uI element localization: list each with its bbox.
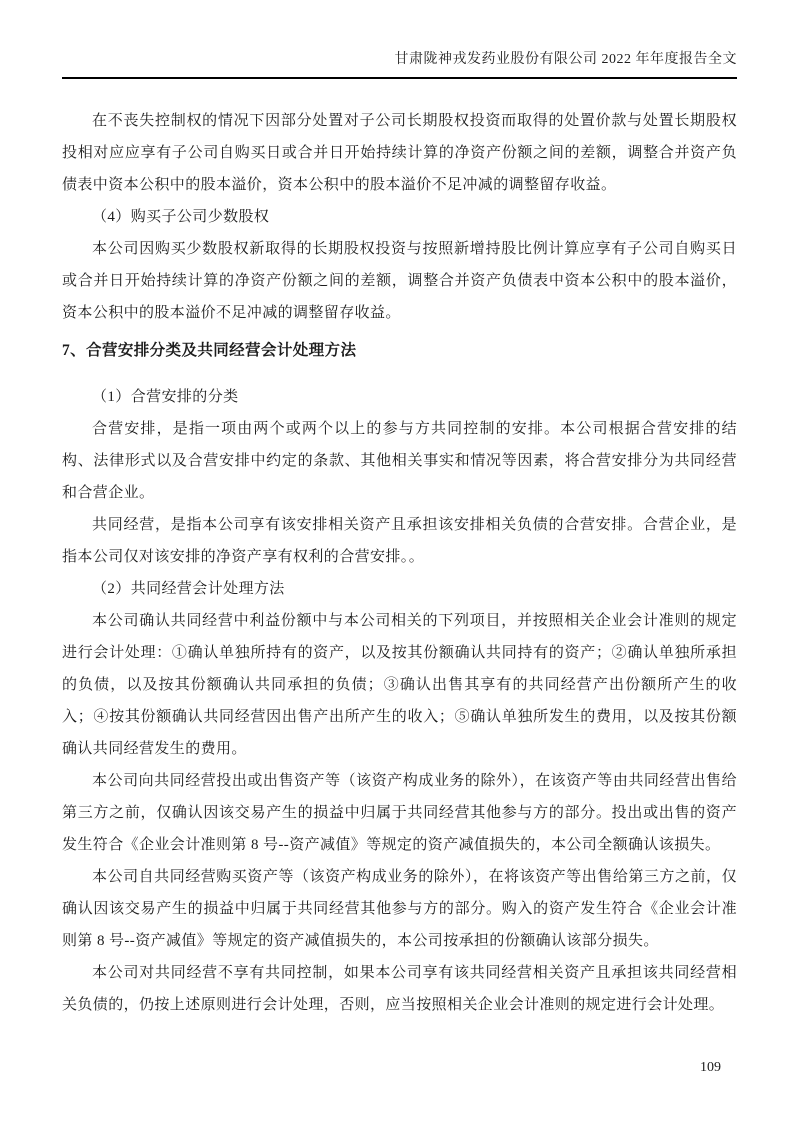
page-content (62, 105, 737, 1021)
body-paragraph: 本公司确认共同经营中利益份额中与本公司相关的下列项目，并按照相关企业会计准则的规定进行会计处理：①确认单独所持有的资产，以及按其份额确认共同持有的资产；②确认单独所承担的负债，以及按其份额确认共同承担的负债；③确认出售其享有的共同经营产出份额所产生的收入；④按其份额确认共同经营因出售产出所产生的收入；⑤确认单独所发生的费用，以及按其份额确认共同经营发生的费用。 (62, 613, 737, 757)
body-paragraph: 本公司因购买少数股权新取得的长期股权投资与按照新增持股比例计算应享有子公司自购买日或合并日开始持续计算的净资产份额之间的差额，调整合并资产负债表中资本公积中的股本溢价，资本公积中的股本溢价不足冲减的调整留存收益。 (62, 241, 737, 321)
body-paragraph: 在不丧失控制权的情况下因部分处置对子公司长期股权投资而取得的处置价款与处置长期股权投相对应应享有子公司自购买日或合并日开始持续计算的净资产份额之间的差额，调整合并资产负债表中资本公积中的股本溢价，资本公积中的股本溢价不足冲减的调整留存收益。 (62, 113, 737, 193)
body-paragraph: 合营安排，是指一项由两个或两个以上的参与方共同控制的安排。本公司根据合营安排的结构、法律形式以及合营安排中约定的条款、其他相关事实和情况等因素，将合营安排分为共同经营和合营企业。 (62, 421, 737, 501)
body-paragraph: 本公司对共同经营不享有共同控制，如果本公司享有该共同经营相关资产且承担该共同经营相关负债的，仍按上述原则进行会计处理，否则，应当按照相关企业会计准则的规定进行会计处理。 (62, 965, 737, 1013)
report-header: 甘肃陇神戎发药业股份有限公司 2022 年年度报告全文 (62, 50, 737, 79)
body-paragraph: 本公司向共同经营投出或出售资产等（该资产构成业务的除外），在该资产等由共同经营出售给第三方之前，仅确认因该交易产生的损益中归属于共同经营其他参与方的部分。投出或出售的资产发生符合《企业会计准则第 8 号--资产减值》等规定的资产减值损失的，本公司全额确认该损失。 (62, 773, 737, 853)
subsection-label: （2）共同经营会计处理方法 (92, 581, 285, 597)
body-paragraph: 共同经营，是指本公司享有该安排相关资产且承担该安排相关负债的合营安排。合营企业，是指本公司仅对该安排的净资产享有权利的合营安排。。 (62, 517, 737, 565)
section-heading: 7、合营安排分类及共同经营会计处理方法 (62, 342, 357, 359)
subsection-label: （1）合营安排的分类 (92, 389, 239, 405)
page-number: 109 (700, 1060, 721, 1075)
subsection-label: （4）购买子公司少数股权 (92, 209, 270, 225)
body-paragraph: 本公司自共同经营购买资产等（该资产构成业务的除外），在将该资产等出售给第三方之前，仅确认因该交易产生的损益中归属于共同经营其他参与方的部分。购入的资产发生符合《企业会计准则第 8 号--资产减值》等规定的资产减值损失的，本公司按承担的份额确认该部分损失。 (62, 869, 737, 949)
